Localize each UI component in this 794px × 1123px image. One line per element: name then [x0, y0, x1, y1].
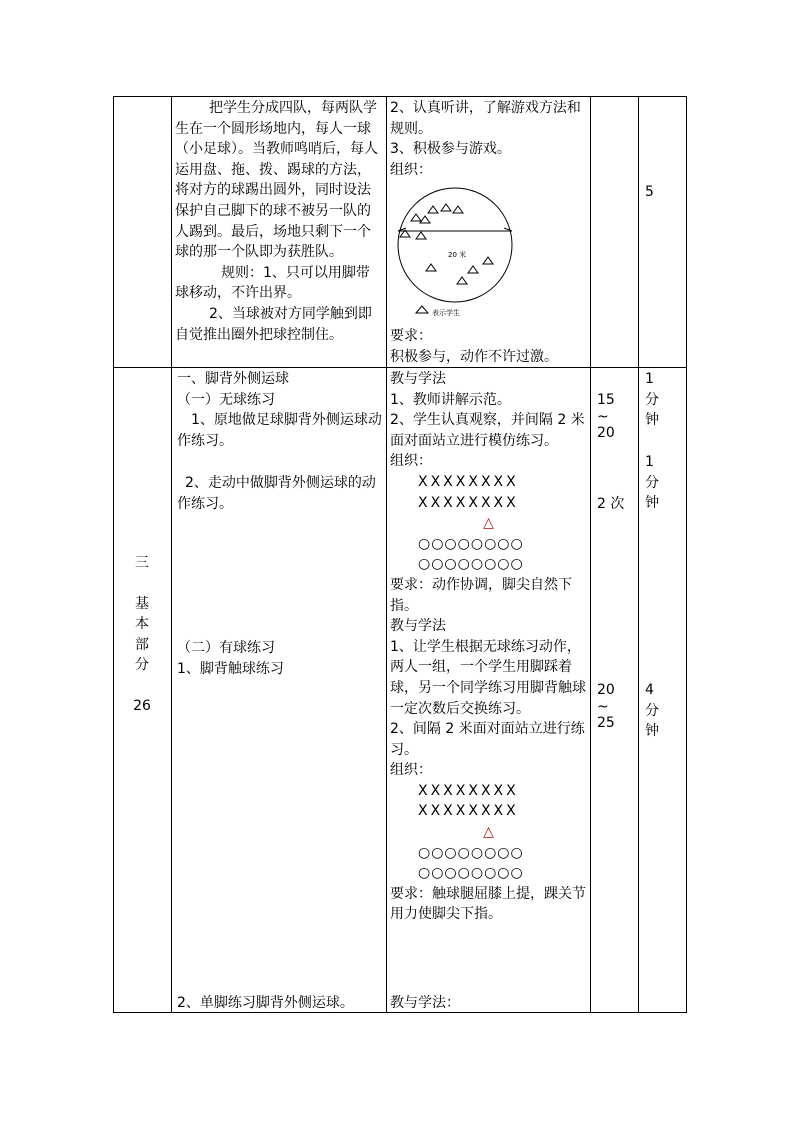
- section-char: 基: [135, 595, 149, 612]
- col-border-4: [638, 96, 639, 1013]
- formation-o-row: ○○○○○○○○: [418, 556, 524, 573]
- formation-x-row: XXXXXXXX: [418, 494, 519, 511]
- row2-content-h2: （一）无球练习: [177, 392, 275, 408]
- count-1: [597, 390, 615, 443]
- method-line: 1、让学生根据无球练习动作，两人一组，一个学生用脚踩着球，另一个同学练习用脚背触球一定次数后交换练习。: [390, 638, 586, 717]
- time-unit: 分: [645, 702, 659, 719]
- method-line: 2、间隔 2 米面对面站立进行练习。: [390, 721, 585, 758]
- row2-method-block-1: [390, 369, 587, 925]
- teacher-triangle-icon: △: [483, 515, 494, 532]
- time-unit: 钟: [645, 412, 659, 429]
- time-value: 1: [645, 371, 654, 387]
- game-rule-2: 2、当球被对方同学触到即自觉推出圈外把球控制住。: [175, 305, 372, 343]
- method-line: 组织：: [390, 453, 432, 470]
- time-2: [645, 452, 659, 514]
- method-line: 教与学法: [390, 371, 446, 387]
- count-3: [597, 680, 615, 733]
- col-border-5: [686, 96, 687, 1013]
- count-value: 15: [597, 392, 615, 408]
- time-1: [645, 369, 659, 431]
- method-line: 2、学生认真观察，并间隔 2 米面对面站立进行模仿练习。: [390, 412, 585, 449]
- count-value: 20: [597, 682, 615, 698]
- method-line: 组织：: [390, 161, 432, 178]
- time-value: 4: [645, 682, 654, 698]
- formation-o-row: ○○○○○○○○: [418, 844, 524, 861]
- method-line: 1、教师讲解示范。: [390, 391, 511, 408]
- row2-content-h1: 一、脚背外侧运球: [177, 371, 289, 387]
- count-2: 2 次: [597, 496, 625, 512]
- time-unit: 钟: [645, 495, 659, 512]
- formation-x-row: XXXXXXXX: [418, 782, 519, 799]
- formation-o-row: ○○○○○○○○: [418, 865, 524, 882]
- game-description: 把学生分成四队，每两队学生在一个圆形场地内，每人一球（小足球）。当教师鸣哨后，每人运用盘、拖、拨、踢球的方法，将对方的球踢出圆外，同时设法保护自己脚下的球不被另一队的人踢到。最后，场地只剩下一个球的那一个队即为获胜队。: [175, 100, 378, 261]
- count-range-sep: ~: [597, 408, 609, 425]
- method-line: 教与学法: [390, 618, 446, 635]
- section-char: 部: [135, 636, 149, 653]
- row1-time: 5: [645, 184, 654, 200]
- method-line: 2、认真听讲，了解游戏方法和规则。: [390, 100, 581, 137]
- section-char: 分: [135, 657, 149, 674]
- count-value: 20: [597, 424, 615, 441]
- count-range-sep: ~: [597, 698, 609, 715]
- teacher-triangle-icon: △: [483, 824, 494, 841]
- method-line: 3、积极参与游戏。: [390, 141, 511, 158]
- legend-label: 表示学生: [432, 309, 460, 317]
- row1-method-bottom: [390, 326, 587, 367]
- method-requirement: 要求：触球腿屈膝上提，踝关节用力使脚尖下指。: [390, 885, 586, 923]
- method-requirement: 要求：动作协调，脚尖自然下指。: [390, 576, 572, 614]
- time-unit: 分: [645, 474, 659, 491]
- section-minutes: 26: [133, 697, 151, 714]
- row1-method-cell: [390, 98, 587, 180]
- formation-x-row: XXXXXXXX: [418, 473, 519, 490]
- game-rule-1: 规则：1、只可以用脚带球移动，不许出界。: [175, 264, 370, 302]
- row2-content-p1: 1、原地做足球脚背外侧运球动作练习。: [177, 412, 382, 449]
- col-border-3: [590, 96, 591, 1013]
- count-value: 25: [597, 714, 615, 731]
- formation-x-row: XXXXXXXX: [418, 803, 519, 820]
- row2-content-p4: 2、单脚练习脚背外侧运球。: [177, 995, 354, 1011]
- field-width-label: 20 米: [448, 251, 467, 259]
- time-unit: 分: [645, 391, 659, 408]
- circle-field-diagram: [396, 183, 516, 323]
- method-line: 积极参与，动作不许过激。: [390, 348, 558, 365]
- section-char: 本: [135, 616, 149, 633]
- row2-method-block-3: 教与学法：: [390, 995, 460, 1011]
- row2-content-p3: 1、脚背触球练习: [177, 661, 284, 677]
- time-value: 1: [645, 454, 654, 470]
- method-line: 要求：: [390, 328, 432, 344]
- section-char: 三: [135, 555, 149, 571]
- time-unit: 钟: [645, 723, 659, 740]
- row1-content-cell: [175, 98, 382, 345]
- col-border-2: [386, 96, 387, 1013]
- time-3: [645, 680, 659, 742]
- section-label: [116, 553, 168, 717]
- col-border-1: [171, 96, 172, 1013]
- table-top-border: [113, 96, 687, 97]
- method-line: 组织：: [390, 762, 432, 779]
- row2-content-p2: 2、走动中做脚背外侧运球的动作练习。: [177, 475, 376, 512]
- row2-content-h3: （二）有球练习: [177, 640, 275, 656]
- col-border-0: [113, 96, 114, 1013]
- formation-o-row: ○○○○○○○○: [418, 535, 524, 552]
